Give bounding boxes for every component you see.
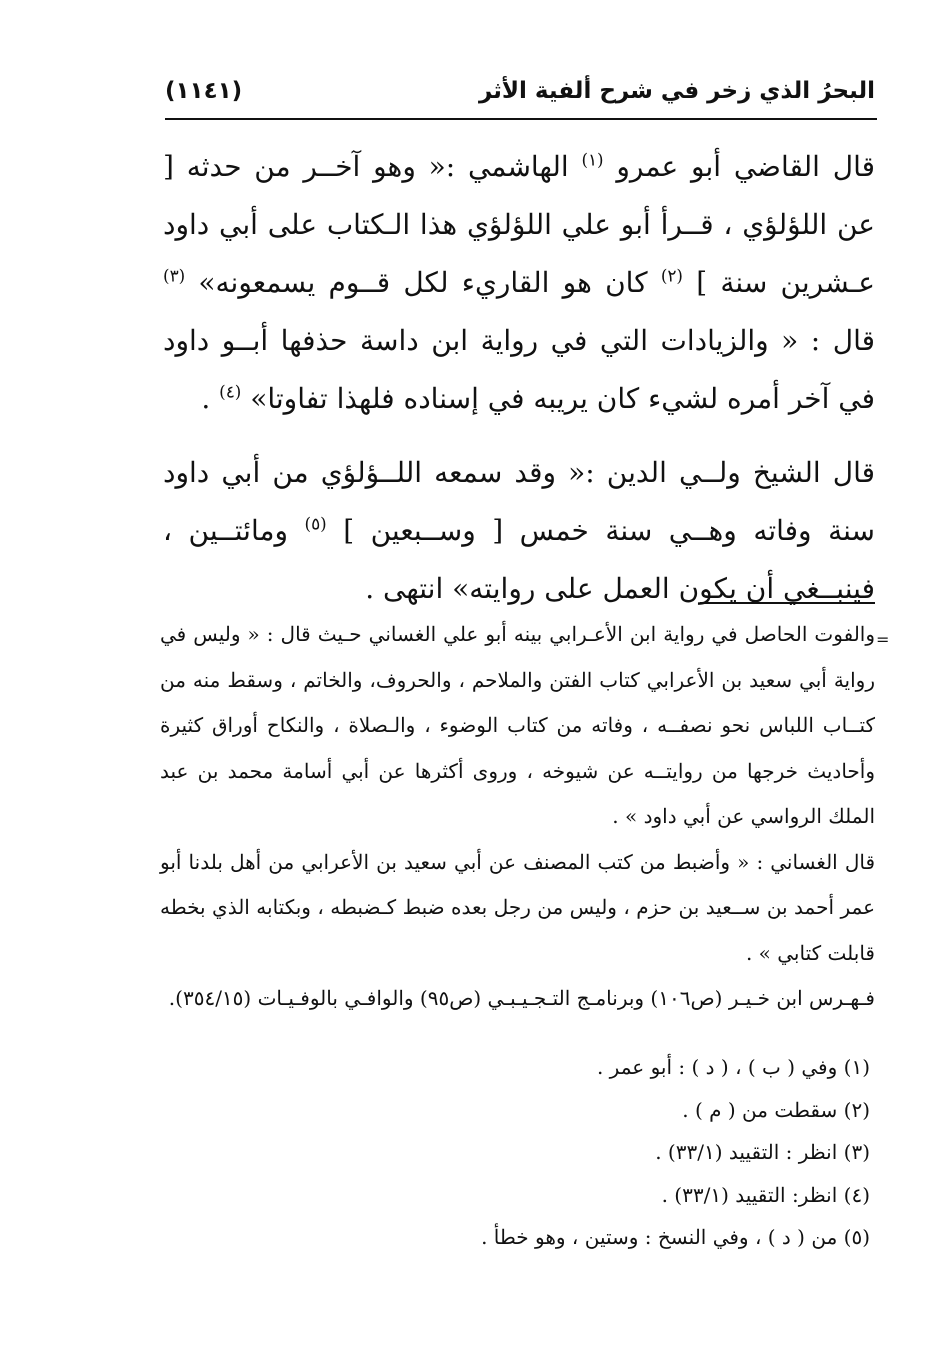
header-divider: [165, 118, 877, 120]
footnote-ref-3: (٣): [163, 265, 186, 286]
footnote-block-2: قال الغساني : « وأضبط من كتب المصنف عن أبي سعيد بن الأعرابي من أهل بلدنا أبو عمر أحمد بن ســعيد بن حزم ، وليس من رجل بعده ضبط كـضبطه ، وبكتابه الذي بخطه قابلت كتابي » .: [160, 849, 875, 965]
footnote-continuation: [160, 612, 875, 1022]
footnote-4: (٤) انظر: التقييد (٣٣/١) .: [661, 1182, 870, 1207]
footnote-3: (٣) انظر : التقييد (٣٣/١) .: [655, 1140, 870, 1164]
footnote-ref-5: (٥): [304, 513, 327, 534]
footnote-divider: [700, 602, 875, 604]
footnote-ref-2: (٢): [660, 265, 683, 286]
footnote-1: (١) وفي ( ب ) ، ( د ) : أبو عمر .: [596, 1055, 870, 1079]
footnotes-list: [300, 1046, 870, 1259]
footnote-5: (٥) من ( د ) ، وفي النسخ : وستين ، وهو خطأ .: [481, 1225, 870, 1249]
page-header: [165, 76, 875, 116]
footnote-2: (٢) سقطت من ( م ) .: [682, 1097, 870, 1122]
main-text: [163, 138, 875, 618]
footnote-block-3: فـهـرس ابن خـيـر (ص١٠٦) وبرنامـج التـجـيـبـي (ص٩٥) والوافـي بالوفـيـات (٣٥٤/١٥).: [168, 986, 875, 1010]
footnote-block-1: والفوت الحاصل في رواية ابن الأعـرابي بينه أبو علي الغساني حـيث قال : « وليس في رواية أبي سعيد بن الأعرابي كتاب الفتن والملاحم ، والحروف، والخاتم ، وسقط منه من كتــاب اللباس نحو نصفــه ، وفاته من كتاب الوضوء ، والـصلاة ، والنكاح أوراق كثيرة وأحاديث خرجها من روايتــه عن شيوخه ، وروى أكثرها عن أبي أسامة محمد بن عبد الملك الرواسي عن أبي داود » .: [160, 622, 875, 828]
continuation-marker: =: [876, 630, 890, 649]
book-title: البحرُ الذي زخر في شرح ألفية الأثر: [478, 78, 875, 104]
page-number: (١١٤١): [165, 78, 243, 104]
paragraph-1: قال القاضي أبو عمرو $^{(١)}$ الهاشمي :« وهو آخــر من حدثه [ عن اللؤلؤي ، قــرأ أبو علي اللؤلؤي هذا الـكتاب على أبي داود عـشرين سنة ] $^{(٢)}$ كان هو القاريء لكل قــوم يسمعونه» $^{(٣)}$ قال : « والزيادات التي في رواية ابن داسة حذفها أبــو داود في آخر أمره لشيء كان يريبه في إسناده فلهذا تفاوتا» $^{(٤)}$ .: [163, 149, 875, 415]
paragraph-2: قال الشيخ ولــي الدين :« وقد سمعه اللــؤلؤي من أبي داود سنة وفاته وهــي سنة خمس [ وســبعين ] $^{(٥)}$ ومائتــين ، فينبــغي أن يكون العمل على روايته» انتهى .: [163, 456, 876, 605]
footnote-ref-4: (٤): [219, 381, 242, 402]
footnote-ref-1: (١): [581, 149, 604, 170]
